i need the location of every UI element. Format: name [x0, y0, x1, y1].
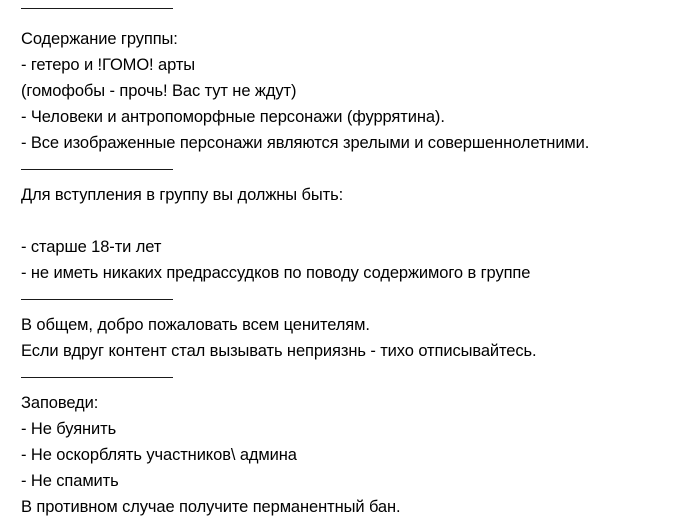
section-title-content: Содержание группы: — [21, 30, 178, 48]
content-item: - Человеки и антропоморфные персонажи (фуррятина). — [21, 108, 445, 126]
separator-line — [21, 156, 671, 182]
rule-item: - Не буянить — [21, 420, 117, 438]
content-item: (гомофобы - прочь! Вас тут не ждут) — [21, 82, 297, 100]
rule-item: - Не спамить — [21, 472, 119, 490]
content-item: - гетеро и !ГОМО! арты — [21, 56, 196, 74]
content-item: - Все изображенные персонажи являются зрелыми и совершеннолетними. — [21, 134, 590, 152]
section-title-requirements: Для вступления в группу вы должны быть: — [21, 186, 344, 204]
unsubscribe-line: Если вдруг контент стал вызывать неприязнь - тихо отписывайтесь. — [21, 342, 537, 360]
separator-line — [21, 364, 671, 390]
separator-line — [21, 286, 671, 312]
requirement-item: - не иметь никаких предрассудков по поводу содержимого в группе — [21, 264, 531, 282]
welcome-line: В общем, добро пожаловать всем ценителям. — [21, 316, 370, 334]
ban-warning: В противном случае получите перманентный бан. — [21, 498, 401, 516]
rule-item: - Не оскорблять участников\ админа — [21, 446, 297, 464]
separator-line — [21, 0, 671, 26]
blank-line — [21, 208, 671, 234]
group-description — [21, 0, 671, 520]
section-title-rules: Заповеди: — [21, 394, 99, 412]
requirement-item: - старше 18-ти лет — [21, 238, 162, 256]
